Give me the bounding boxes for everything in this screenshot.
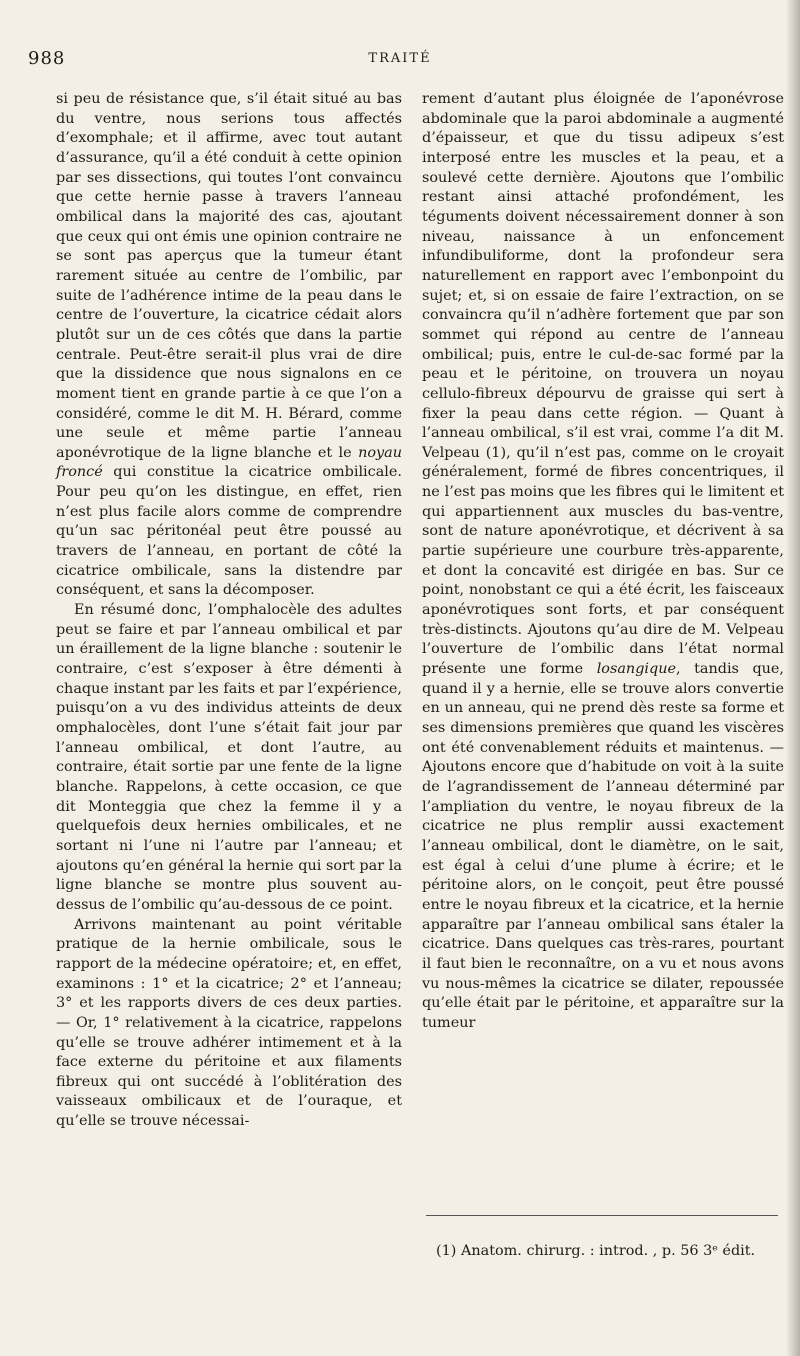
- right-text-b: , tandis que, quand il y a hernie, elle se trouve alors convertie en un anneau, qui ne prend dès reste sa forme et ses dimensions premières que quand les viscères ont été convenablement réduits et maintenus. — Ajoutons encore que d’habitude on voit à la suite de l’agrandissement de l’anneau déterminé par l’ampliation du ventre, le noyau fibreux de la cicatrice ne plus remplir aussi exactement l’anneau ombilical, dont le diamètre, on le sait, est égal à celui d’une plume à écrire; et le péritoine alors, on le conçoit, peut être poussé entre le noyau fibreux et la cicatrice, et la hernie apparaître par l’anneau ombilical sans étaler la cicatrice. Dans quelques cas très-rares, pourtant il faut bien le reconnaître, on a vu et nous avons vu nous-mêmes la cicatrice se dilater, repoussée qu’elle était par le péritoine, et apparaître sur la tumeur: [422, 661, 784, 1031]
- left-paragraph-1: [56, 90, 402, 601]
- left-paragraph-3: Arrivons maintenant au point véritable pratique de la hernie ombilicale, sous le rapport de la médecine opératoire; et, en effet, examinons : 1° et la cicatrice; 2° et l’anneau; 3° et les rapports divers de ces deux parties. — Or, 1° relativement à la cicatrice, rappelons qu’elle se trouve adhérer intimement et à la face externe du péritoine et aux filaments fibreux qui ont succédé à l’oblitération des vaisseaux ombilicaux et de l’ouraque, et qu’elle se trouve nécessai-: [56, 916, 402, 1130]
- right-text-a: rement d’autant plus éloignée de l’aponévrose abdominale que la paroi abdominale a augmenté d’épaisseur, et que du tissu adipeux s’est interposé entre les muscles et la peau, et a soulevé cette dernière. Ajoutons que l’ombilic restant ainsi attaché profondément, les téguments doivent nécessairement donner à son niveau, naissance à un enfoncement infundibuliforme, dont la profondeur sera naturellement en rapport avec l’embonpoint du sujet; et, si on essaie de faire l’extraction, on se convaincra qu’il n’adhère fortement que par son sommet qui répond au centre de l’anneau ombilical; puis, entre le cul-de-sac formé par la peau et le péritoine, on trouvera un noyau cellulo-fibreux dépourvu de graisse qui sert à fixer la peau dans cette région. — Quant à l’anneau ombilical, s’il est vrai, comme l’a dit M. Velpeau (1), qu’il n’est pas, comme on le croyait généralement, formé de fibres concentriques, il ne l’est pas moins que les fibres qui le limitent et qui appartiennent aux muscles du bas-ventre, sont de nature aponévrotique, et décrivent à sa partie supérieure une courbure très-apparente, et dont la concavité est dirigée en bas. Sur ce point, nonobstant ce qui a été écrit, les faisceaux aponévrotiques sont forts, et par conséquent très-distincts. Ajoutons qu’au dire de M. Velpeau l’ouverture de l’ombilic dans l’état normal présente une forme: [422, 91, 784, 678]
- right-text-italic: losangique: [596, 661, 677, 678]
- left-paragraph-2: En résumé donc, l’omphalocèle des adultes peut se faire et par l’anneau ombilical et par un éraillement de la ligne blanche : soutenir le contraire, c’est s’exposer à être démenti à chaque instant par les faits et par l’expérience, puisqu’on a vu des individus atteints de deux omphalocèles, dont l’une s’était fait jour par l’anneau ombilical, et dont l’autre, au contraire, était sortie par une fente de la ligne blanche. Rappelons, à cette occasion, ce que dit Monteggia que chez la femme il y a quelquefois deux hernies ombilicales, et ne sortant ni l’une ni l’autre par l’anneau; et ajoutons qu’en général la hernie qui sort par la ligne blanche se montre plus souvent au-dessus de l’ombilic qu’au-dessous de ce point.: [56, 602, 402, 913]
- page-number: 988: [28, 48, 66, 69]
- footnote: (1) Anatom. chirurg. : introd. , p. 56 3ᵉ édit.: [436, 1243, 756, 1259]
- page-edge-shadow: [786, 0, 800, 1356]
- left-p1-italic: noyau froncé: [56, 444, 403, 481]
- running-title: TRAITÉ: [368, 51, 432, 66]
- left-p1-text: si peu de résistance que, s’il était situé au bas du ventre, nous serions tous affectés d’exomphale; et il affirme, avec tout autant d’assurance, qu’il a été conduit à cette opinion par ses dissections, qui toutes l’ont convaincu que cette hernie passe à travers l’anneau ombilical dans la majorité des cas, ajoutant que ceux qui ont émis une opinion contraire ne se sont pas aperçus que la tumeur étant rarement située au centre de l’ombilic, par suite de l’adhérence intime de la peau dans le centre de l’ouverture, la cicatrice cédait alors plutôt sur un de ces côtés que dans la partie centrale. Peut-être serait-il plus vrai de dire que la dissidence que nous signalons en ce moment tient en grande partie à ce que l’on a considéré, comme le dit M. H. Bérard, comme une seule et même partie l’anneau aponévrotique de la ligne blanche et le: [56, 91, 402, 461]
- left-column: [56, 90, 402, 1132]
- left-p1-end: qui constitue la cicatrice ombilicale. Pour peu qu’on les distingue, en effet, rien n’est plus facile alors comme de comprendre qu’un sac péritonéal peut être poussé au travers de l’anneau, en portant de côté la cicatrice ombilicale, sans la distendre par conséquent, et sans la décomposer.: [56, 464, 402, 599]
- footnote-divider: [426, 1215, 778, 1216]
- page-header: [0, 48, 800, 78]
- right-paragraph: [422, 90, 784, 1034]
- right-column: [422, 90, 784, 1034]
